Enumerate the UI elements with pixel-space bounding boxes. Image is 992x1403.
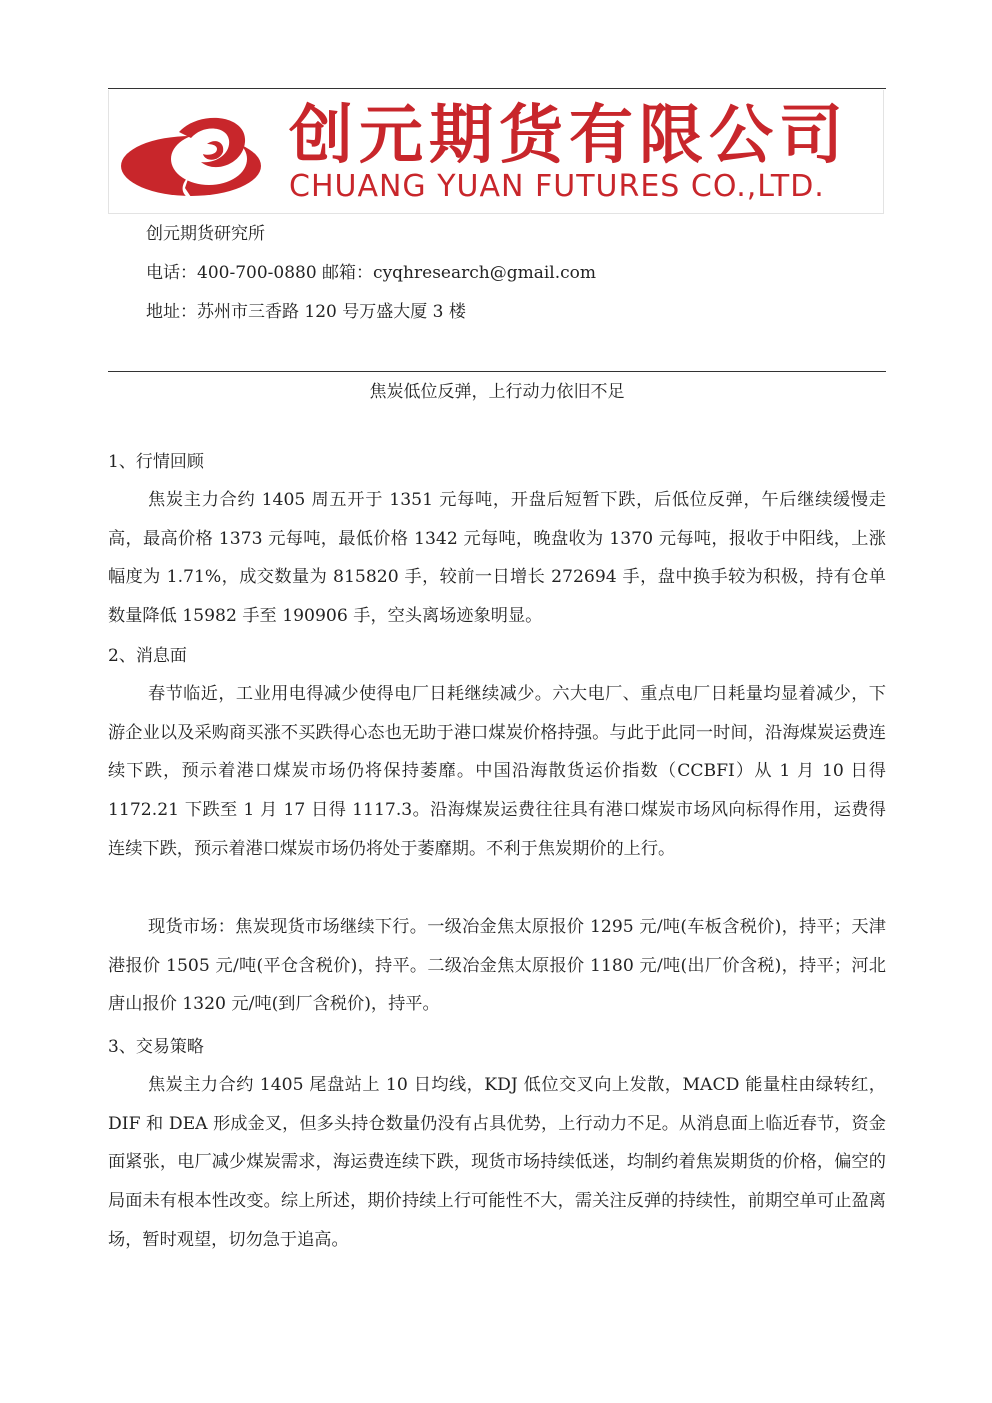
cy-swirl-logo-icon <box>119 104 269 204</box>
header-bottom-rule <box>108 371 886 372</box>
header-top-rule <box>108 88 886 89</box>
paragraph-news: 春节临近，工业用电得减少使得电厂日耗继续减少。六大电厂、重点电厂日耗量均显着减少，下游企业以及采购商买涨不买跌得心态也无助于港口煤炭价格持强。与此于此同一时间，沿海煤炭运费连续下跌，预示着港口煤炭市场仍将保持萎靡。中国沿海散货运价指数（CCBFI）从 1 月 10 日得 1172.21 下跌至 1 月 17 日得 1117.3。沿海煤炭运费往往具有港口煤炭市场风向标得作用，运费得连续下跌，预示着港口煤炭市场仍将处于萎靡期。不利于焦炭期价的上行。 <box>108 684 886 859</box>
paragraph-market-review: 焦炭主力合约 1405 周五开于 1351 元每吨，开盘后短暂下跌，后低位反弹，午后继续缓慢走高，最高价格 1373 元每吨，最低价格 1342 元每吨，晚盘收为 1370 元每吨，报收于中阳线，上涨幅度为 1.71%，成交数量为 815820 手，较前一日增长 272694 手，盘中换手较为积极，持有仓单数量降低 15982 手至 190906 手，空头离场迹象明显。 <box>108 490 886 627</box>
paragraph-spot-market: 现货市场：焦炭现货市场继续下行。一级冶金焦太原报价 1295 元/吨(车板含税价)，持平；天津港报价 1505 元/吨(平仓含税价)，持平。二级冶金焦太原报价 1180 元/吨(出厂价含税)，持平；河北唐山报价 1320 元/吨(到厂含税价)，持平。 <box>108 917 886 1015</box>
company-name-cn: 创元期货有限公司 <box>289 99 849 173</box>
company-banner <box>108 90 884 214</box>
contact-phone-email: 电话：400-700-0880 邮箱：cyqhresearch@gmail.com <box>146 263 597 283</box>
report-title: 焦炭低位反弹，上行动力依旧不足 <box>369 382 625 402</box>
institute-name: 创元期货研究所 <box>146 224 265 244</box>
contact-address: 地址：苏州市三香路 120 号万盛大厦 3 楼 <box>146 302 466 322</box>
section-heading-market-review: 1、行情回顾 <box>108 452 204 472</box>
company-name-en: CHUANG YUAN FUTURES CO.,LTD. <box>289 169 825 204</box>
section-heading-news: 2、消息面 <box>108 646 187 666</box>
section-heading-strategy: 3、交易策略 <box>108 1037 204 1057</box>
paragraph-strategy: 焦炭主力合约 1405 尾盘站上 10 日均线，KDJ 低位交叉向上发散，MACD 能量柱由绿转红，DIF 和 DEA 形成金叉，但多头持仓数量仍没有占具优势，上行动力不足。从消息面上临近春节，资金面紧张，电厂减少煤炭需求，海运费连续下跌，现货市场持续低迷，均制约着焦炭期货的价格，偏空的局面未有根本性改变。综上所述，期价持续上行可能性不大，需关注反弹的持续性，前期空单可止盈离场，暂时观望，切勿急于追高。 <box>108 1075 886 1250</box>
